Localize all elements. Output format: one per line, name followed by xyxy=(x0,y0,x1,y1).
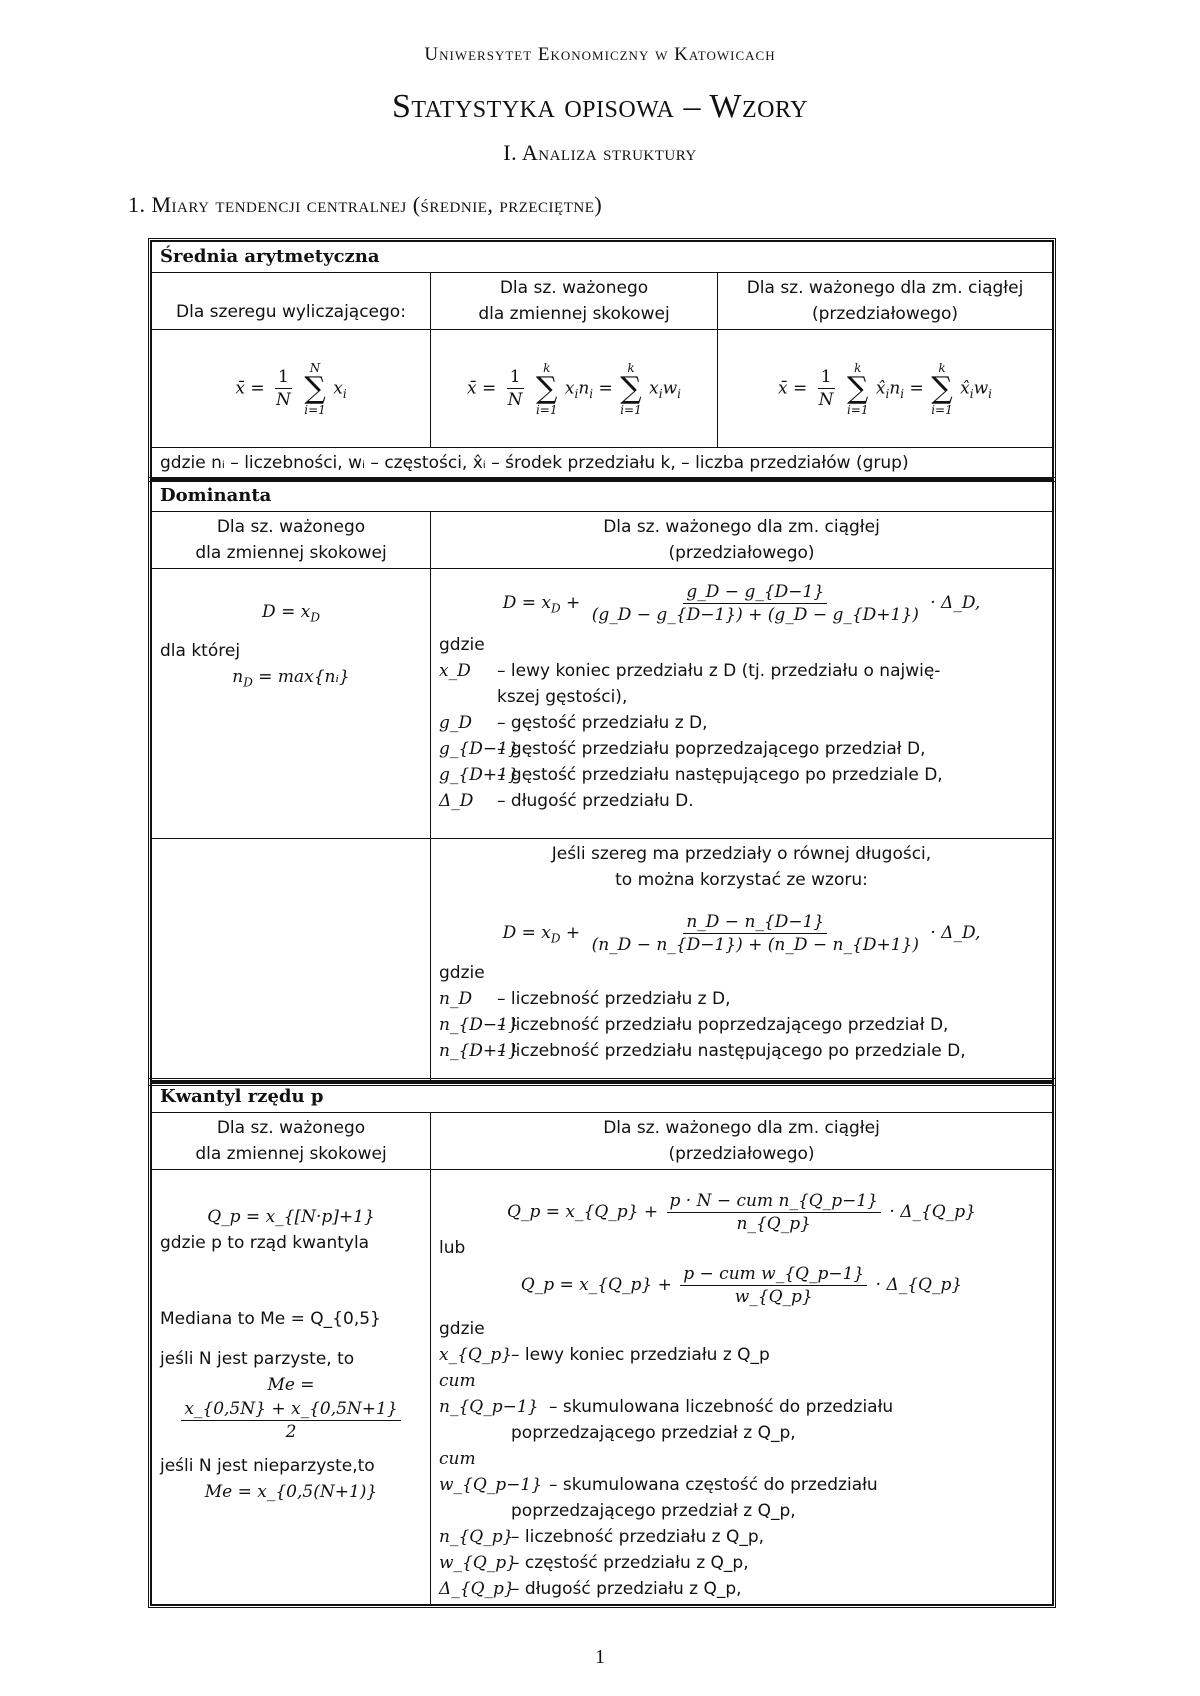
mean-heading: Średnia arytmetyczna xyxy=(152,242,1053,273)
quantile-heading: Kwantyl rzędu p xyxy=(152,1082,1053,1113)
quantile-col-continuous: Dla sz. ważonego dla zm. ciągłej (przedziałowego) xyxy=(431,1113,1053,1170)
document-subtitle: I. Analiza struktury xyxy=(503,140,697,165)
dominant-continuous-formula: $D = x_D$ + $\frac{g\_D - g\_\{D-1\}}{(g\_D - g\_\{D-1\}) + (g\_D - g\_\{D+1\})}$ · Δ_D, gdzie x_D – lewy koniec przedziału z D (tj. przedziału o najwię- kszej gęstości), g_D – gęstość przedziału z D, g_{D−1}– gęstość przedziału poprzedzającego przedział D, g_{D+1}– gęstość przedziału następującego po przedziale D, Δ_D – długość przedziału D. xyxy=(431,569,1053,839)
mean-formula-ungrouped: x̄ = $\frac{1}{N}$ N ∑ i=1 $x_i$ xyxy=(152,330,431,448)
dominant-col-discrete: Dla sz. ważonego dla zmiennej skokowej xyxy=(152,512,431,569)
quantile-continuous-formula: Q_p = x_{Q_p} + $\frac{\text{p · N − cum n\_\{Q\_p−1\}}}{n\_\{Q\_p\}}$ · Δ_{Q_p} lub Q_p = x_{Q_p} + $\frac{\text{p − cum w\_\{Q\_p−1\}}}{w\_\{Q\_p\}}$ · Δ_{Q_p} gdzie x_{Q_p}– lewy koniec przedziału z Q_p cum n_{Q_p−1} – skumulowana liczebność do przedziału poprzedzającego przedział z Q_p, cum w_{Q_p−1} – skumulowana częstość do przedziału poprzedzającego przedział z Q_p, n_{Q_p}– liczebność przedziału z Q_p, w_{Q_p}– częstość przedziału z Q_p, Δ_{Q_p}– długość przedziału z Q_p, xyxy=(431,1170,1053,1605)
mean-formula-discrete: x̄ = $\frac{1}{N}$ k ∑ i=1 $x_in_i$ = k ∑ i=1 $x_iw_i$ xyxy=(431,330,718,448)
quantile-table xyxy=(148,1078,1056,1608)
quantile-discrete-formula: Q_p = x_{[N·p]+1} gdzie p to rząd kwantyla Mediana to Me = Q_{0,5} jeśli N jest parzyste, to Me = $\frac{x\_\{0,5N\} + x\_\{0,5N+1\}}{2}$ jeśli N jest nieparzyste,to Me = x_{0,5(N+1)} xyxy=(152,1170,431,1605)
university-name: Uniwersytet Ekonomiczny w Katowicach xyxy=(424,44,776,65)
mean-col-ungrouped: Dla szeregu wyliczającego: xyxy=(152,273,431,330)
dominant-discrete-formula: $D = x_D$ dla której $n_D$ = max{nᵢ} xyxy=(152,569,431,839)
mean-col-discrete: Dla sz. ważonego dla zmiennej skokowej xyxy=(431,273,718,330)
dominant-equal-width-formula: Jeśli szereg ma przedziały o równej długości, to można korzystać ze wzoru: $D = x_D$ + $\frac{n\_D - n\_\{D-1\}}{(n\_D - n\_\{D-1\}) + (n\_D - n\_\{D+1\})}$ · Δ_D, gdzie n_D – liczebność przedziału z D, n_{D−1}– liczebność przedziału poprzedzającego przedział D, n_{D+1}– liczebność przedziału następującego po przedziale D, xyxy=(431,839,1053,1083)
dominant-empty-cell xyxy=(152,839,431,1083)
page-number: 1 xyxy=(595,1646,605,1668)
dominant-table xyxy=(148,477,1056,1086)
mean-col-continuous: Dla sz. ważonego dla zm. ciągłej (przedziałowego) xyxy=(718,273,1053,330)
mean-table xyxy=(148,238,1056,482)
section-heading: 1. Miary tendencji centralnej (średnie, przeciętne) xyxy=(128,192,603,217)
dominant-col-continuous: Dla sz. ważonego dla zm. ciągłej (przedziałowego) xyxy=(431,512,1053,569)
document-title: Statystyka opisowa – Wzory xyxy=(392,88,808,125)
mean-note: gdzie nᵢ – liczebności, wᵢ – częstości, x̂ᵢ – środek przedziału k, – liczba przedziałów (grup) xyxy=(152,448,1053,479)
quantile-col-discrete: Dla sz. ważonego dla zmiennej skokowej xyxy=(152,1113,431,1170)
mean-formula-continuous: x̄ = $\frac{1}{N}$ k ∑ i=1 $x̂_in_i$ = k ∑ i=1 $x̂_iw_i$ xyxy=(718,330,1053,448)
dominant-heading: Dominanta xyxy=(152,481,1053,512)
